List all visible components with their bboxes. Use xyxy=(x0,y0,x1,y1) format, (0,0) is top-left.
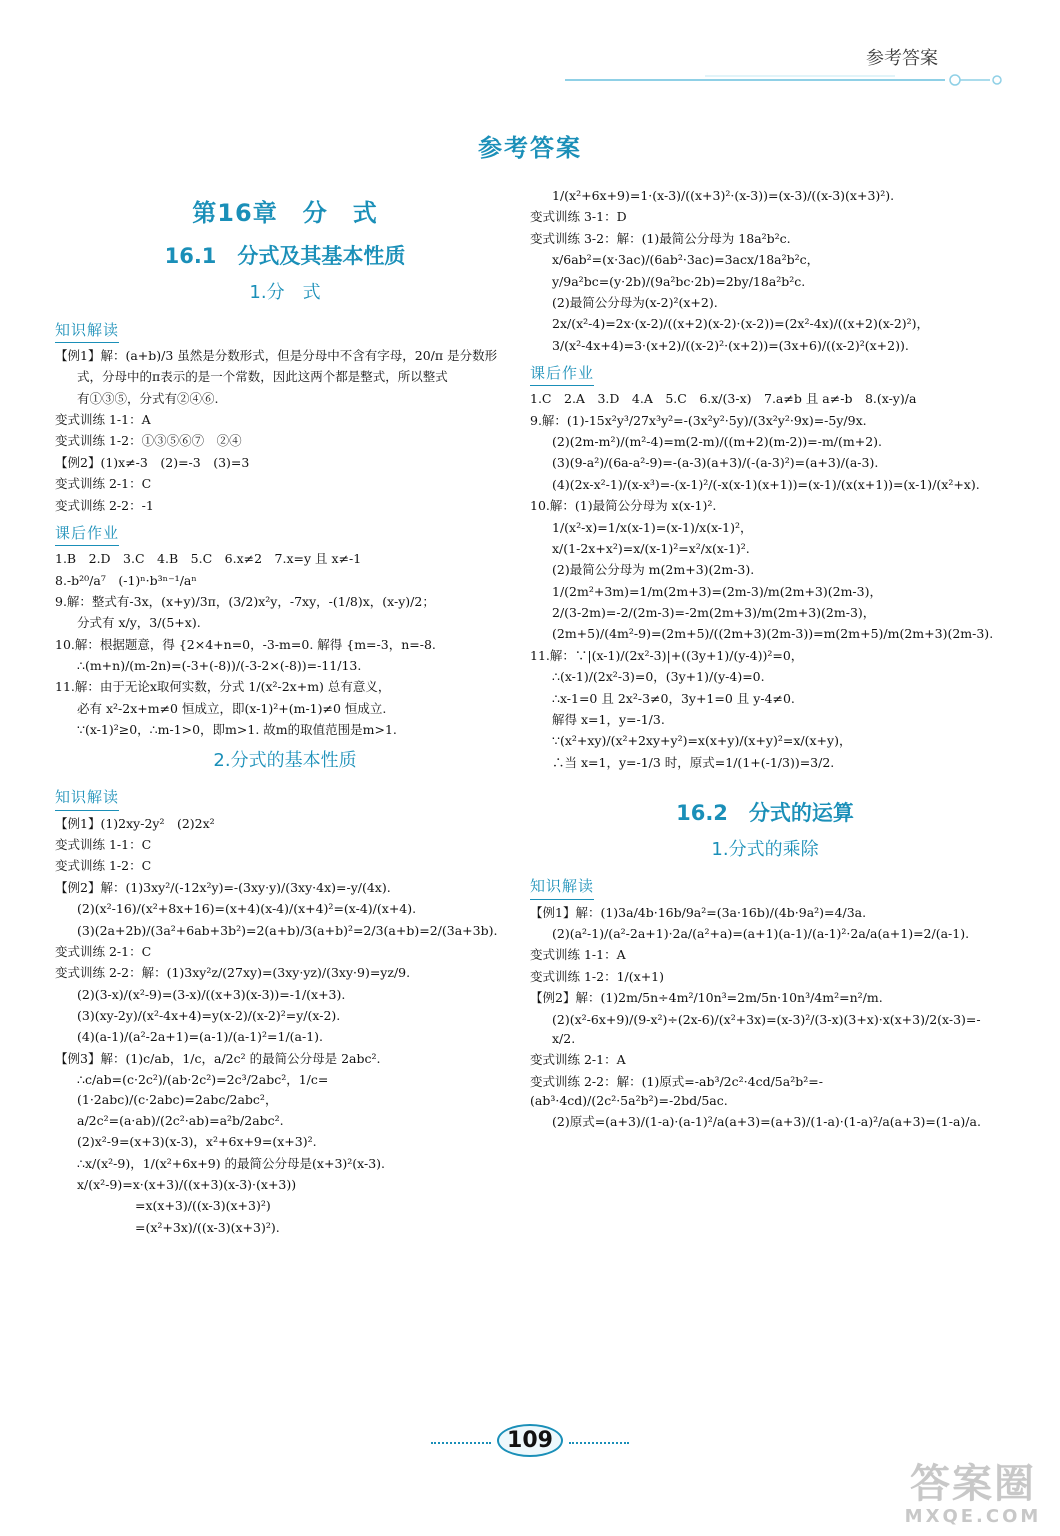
answer-line: 1.B 2.D 3.C 4.B 5.C 6.x≠2 7.x=y 且 x≠-1 xyxy=(55,551,362,567)
answer-line: 10.解：根据题意，得 {2×4+n=0，-3-m=0. 解得 {m=-3，n=-8. xyxy=(55,636,436,652)
section-tag: 课后作业 xyxy=(55,522,119,546)
section-tag: 知识解读 xyxy=(55,786,119,810)
answer-line: 变式训练 1-2：①③⑤⑥⑦ ②④ xyxy=(55,433,242,449)
answer-line: (2)(2m-m²)/(m²-4)=m(2-m)/((m+2)(m-2))=-m/(m+2). xyxy=(552,434,883,449)
subsection-title: 2.分式的基本性质 xyxy=(213,749,357,771)
answer-line: (2)(x²-6x+9)/(9-x²)÷(2x-6)/(x²+3x)=(x-3)²/(3-x)(3+x)·x(x+3)/2(x-3)=-x/2. xyxy=(552,1011,981,1046)
answer-line: ∴(m+n)/(m-2n)=(-3+(-8))/(-3-2×(-8))=-11/13. xyxy=(77,658,362,673)
answer-line: 10.解：(1)最简公分母为 x(x-1)². xyxy=(530,498,717,514)
watermark xyxy=(898,1462,1048,1532)
answer-line: a/2c²=(a·ab)/(2c²·ab)=a²b/2abc². xyxy=(77,1112,284,1128)
answer-line: y/9a²bc=(y·2b)/(9a²bc·2b)=2by/18a²b²c. xyxy=(552,273,806,289)
answer-line: (2)(a²-1)/(a²-2a+1)·2a/(a²+a)=(a+1)(a-1)/(a-1)²·2a/a(a+1)=2/(a-1). xyxy=(552,926,970,942)
watermark-logo: 答案圈 xyxy=(910,1461,1036,1507)
answer-line: 8.-b²⁰/a⁷ (-1)ⁿ·b³ⁿ⁻¹/aⁿ xyxy=(55,572,197,588)
answer-line: 变式训练 1-1：A xyxy=(530,947,626,963)
answer-line: 1/(x²-x)=1/x(x-1)=(x-1)/x(x-1)²， xyxy=(552,519,753,535)
answer-line: ∵(x²+xy)/(x²+2xy+y²)=x(x+y)/(x+y)²=x/(x+y)， xyxy=(552,733,852,749)
answer-line: 1/(x²+6x+9)=1·(x-3)/((x+3)²·(x-3))=(x-3)/((x-3)(x+3)²). xyxy=(552,188,895,203)
answer-line: (2)原式=(a+3)/(1-a)·(a-1)²/a(a+3)=(a+3)/(1-a)·(1-a)²/a(a+3)=(1-a)/a. xyxy=(552,1114,981,1130)
answer-line: 式，分母中的π表示的是一个常数，因此这两个都是整式，所以整式 xyxy=(77,369,448,385)
answer-line: 有①③⑤，分式有②④⑥. xyxy=(77,390,219,406)
answer-line: =x(x+3)/((x-3)(x+3)²) xyxy=(135,1198,271,1214)
page-number-dots xyxy=(431,1442,491,1444)
answer-line: 变式训练 2-1：C xyxy=(55,943,152,959)
answer-line: 解得 x=1，y=-1/3. xyxy=(552,711,665,727)
answer-line: 变式训练 2-2：-1 xyxy=(55,497,154,513)
answer-line: 【例1】解：(a+b)/3 虽然是分数形式，但是分母中不含有字母，20/π 是分数形 xyxy=(55,347,498,363)
answer-line: (2)最简公分母为 m(2m+3)(2m-3). xyxy=(552,562,755,578)
section-tag: 课后作业 xyxy=(530,362,594,386)
subsection-title: 1.分式的乘除 xyxy=(711,838,819,860)
answer-line: 变式训练 1-2：1/(x+1) xyxy=(530,968,664,984)
answer-line: =(x²+3x)/((x-3)(x+3)²). xyxy=(135,1219,280,1235)
right-column xyxy=(530,185,1000,1133)
answer-line: 11.解：∵|(x-1)/(2x²-3)|+((3y+1)/(y-4))²=0， xyxy=(530,647,804,663)
answer-line: (2m+5)/(4m²-9)=(2m+5)/((2m+3)(2m-3))=m(2m+5)/m(2m+3)(2m-3). xyxy=(552,626,994,642)
answer-line: 2/(3-2m)=-2/(2m-3)=-2m(2m+3)/m(2m+3)(2m-3)， xyxy=(552,605,876,620)
answer-line: 3/(x²-4x+4)=3·(x+2)/((x-2)²·(x+2))=(3x+6)/((x-2)²(x+2)). xyxy=(552,337,909,353)
header-label: 参考答案 xyxy=(866,48,938,69)
answer-line: (4)(a-1)/(a²-2a+1)=(a-1)/(a-1)²=1/(a-1). xyxy=(77,1029,324,1045)
answer-line: (3)(xy-2y)/(x²-4x+4)=y(x-2)/(x-2)²=y/(x-2). xyxy=(77,1008,341,1024)
answer-line: 9.解：整式有-3x，(x+y)/3π，(3/2)x²y，-7xy，-(1/8)x，(x-y)/2； xyxy=(55,593,435,609)
answer-line: 【例2】解：(1)3xy²/(-12x²y)=-(3xy·y)/(3xy·4x)=-y/(4x). xyxy=(55,879,391,895)
answer-line: 9.解：(1)-15x²y³/27x³y²=-(3x²y²·5y)/(3x²y²·9x)=-5y/9x. xyxy=(530,412,867,428)
answer-line: ∴c/ab=(c·2c²)/(ab·2c²)=2c³/2abc²，1/c=(1·2abc)/(c·2abc)=2abc/2abc²， xyxy=(77,1072,329,1107)
page-number-dots xyxy=(569,1442,629,1444)
answer-line: 1.C 2.A 3.D 4.A 5.C 6.x/(3-x) 7.a≠b 且 a≠-b 8.(x-y)/a xyxy=(530,391,917,407)
page-title: 参考答案 xyxy=(478,134,582,162)
answer-line: (3)(2a+2b)/(3a²+6ab+3b²)=2(a+b)/3(a+b)²=2/3(a+b)=2/(3a+3b). xyxy=(77,922,498,938)
page-number: 109 xyxy=(497,1424,563,1457)
answer-line: 变式训练 2-2：解：(1)原式=-ab³/2c²·4cd/5a²b²=-(ab³·4cd)/(2c²·5a²b²)=-2bd/5ac. xyxy=(530,1073,823,1109)
answer-line: 【例2】解：(1)2m/5n÷4m²/10n³=2m/5n·10n³/4m²=n²/m. xyxy=(530,990,883,1006)
answer-line: 变式训练 3-1：D xyxy=(530,209,627,225)
answer-line: 1/(2m²+3m)=1/m(2m+3)=(2m-3)/m(2m+3)(2m-3)， xyxy=(552,583,882,599)
answer-line: x/(1-2x+x²)=x/(x-1)²=x²/x(x-1)². xyxy=(552,540,750,556)
answer-line: (2)最简公分母为(x-2)²(x+2). xyxy=(552,294,718,310)
left-column xyxy=(55,195,515,1238)
answer-line: 变式训练 1-1：C xyxy=(55,837,152,853)
page-number-block xyxy=(0,1424,1060,1457)
answer-line: 变式训练 2-1：A xyxy=(530,1052,626,1068)
answer-line: 变式训练 2-2：解：(1)3xy²z/(27xy)=(3xy·yz)/(3xy·9)=yz/9. xyxy=(55,965,411,981)
answer-line: ∴x-1=0 且 2x²-3≠0，3y+1=0 且 y-4≠0. xyxy=(552,690,795,706)
answer-line: 【例1】(1)2xy-2y² (2)2x² xyxy=(55,815,215,831)
answer-line: 必有 x²-2x+m≠0 恒成立，即(x-1)²+(m-1)≠0 恒成立. xyxy=(77,700,387,716)
answer-line: (3)(9-a²)/(6a-a²-9)=-(a-3)(a+3)/(-(a-3)²)=(a+3)/(a-3). xyxy=(552,455,879,471)
answer-line: ∴x/(x²-9)，1/(x²+6x+9) 的最简公分母是(x+3)²(x-3). xyxy=(77,1155,386,1171)
header-decoration xyxy=(565,74,1005,86)
chapter-title: 第16章 分 式 xyxy=(192,199,378,227)
answer-line: x/6ab²=(x·3ac)/(6ab²·3ac)=3acx/18a²b²c， xyxy=(552,252,820,268)
answer-line: 【例3】解：(1)c/ab，1/c，a/2c² 的最简公分母是 2abc². xyxy=(55,1050,381,1066)
answer-line: (2)(3-x)/(x²-9)=(3-x)/((x+3)(x-3))=-1/(x+3). xyxy=(77,986,346,1002)
answer-line: 变式训练 2-1：C xyxy=(55,476,152,492)
answer-line: 2x/(x²-4)=2x·(x-2)/((x+2)(x-2)·(x-2))=(2x²-4x)/((x+2)(x-2)²)， xyxy=(552,316,930,332)
answer-line: (2)x²-9=(x+3)(x-3)，x²+6x+9=(x+3)². xyxy=(77,1134,317,1150)
answer-line: 【例2】(1)x≠-3 (2)=-3 (3)=3 xyxy=(55,454,250,470)
answer-line: ∴(x-1)/(2x²-3)=0，(3y+1)/(y-4)=0. xyxy=(552,669,765,685)
answer-line: ∵(x-1)²≥0，∴m-1>0，即m>1. 故m的取值范围是m>1. xyxy=(77,722,397,738)
section-tag: 知识解读 xyxy=(55,319,119,343)
answer-line: 分式有 x/y，3/(5+x). xyxy=(77,615,201,631)
answer-line: x/(x²-9)=x·(x+3)/((x+3)(x-3)·(x+3)) xyxy=(77,1177,297,1193)
section-title: 16.1 分式及其基本性质 xyxy=(164,244,406,269)
watermark-url: MXQE.COM xyxy=(904,1506,1042,1527)
answer-line: 变式训练 1-1：A xyxy=(55,412,151,427)
answer-line: 11.解：由于无论x取何实数，分式 1/(x²-2x+m) 总有意义， xyxy=(55,679,391,695)
answer-line: 【例1】解：(1)3a/4b·16b/9a²=(3a·16b)/(4b·9a²)=4/3a. xyxy=(530,904,867,920)
answer-line: 变式训练 3-2：解：(1)最简公分母为 18a²b²c. xyxy=(530,230,791,246)
subsection-title: 1.分 式 xyxy=(249,281,321,303)
answer-line: ∴当 x=1，y=-1/3 时，原式=1/(1+(-1/3))=3/2. xyxy=(552,754,835,770)
answer-line: 变式训练 1-2：C xyxy=(55,858,152,874)
answer-line: (2)(x²-16)/(x²+8x+16)=(x+4)(x-4)/(x+4)²=(x-4)/(x+4). xyxy=(77,901,417,917)
answer-line: (4)(2x-x²-1)/(x-x³)=-(x-1)²/(-x(x-1)(x+1))=(x-1)/(x(x+1))=(x-1)/(x²+x). xyxy=(552,476,980,492)
section-tag: 知识解读 xyxy=(530,875,594,899)
section-title: 16.2 分式的运算 xyxy=(676,801,854,825)
